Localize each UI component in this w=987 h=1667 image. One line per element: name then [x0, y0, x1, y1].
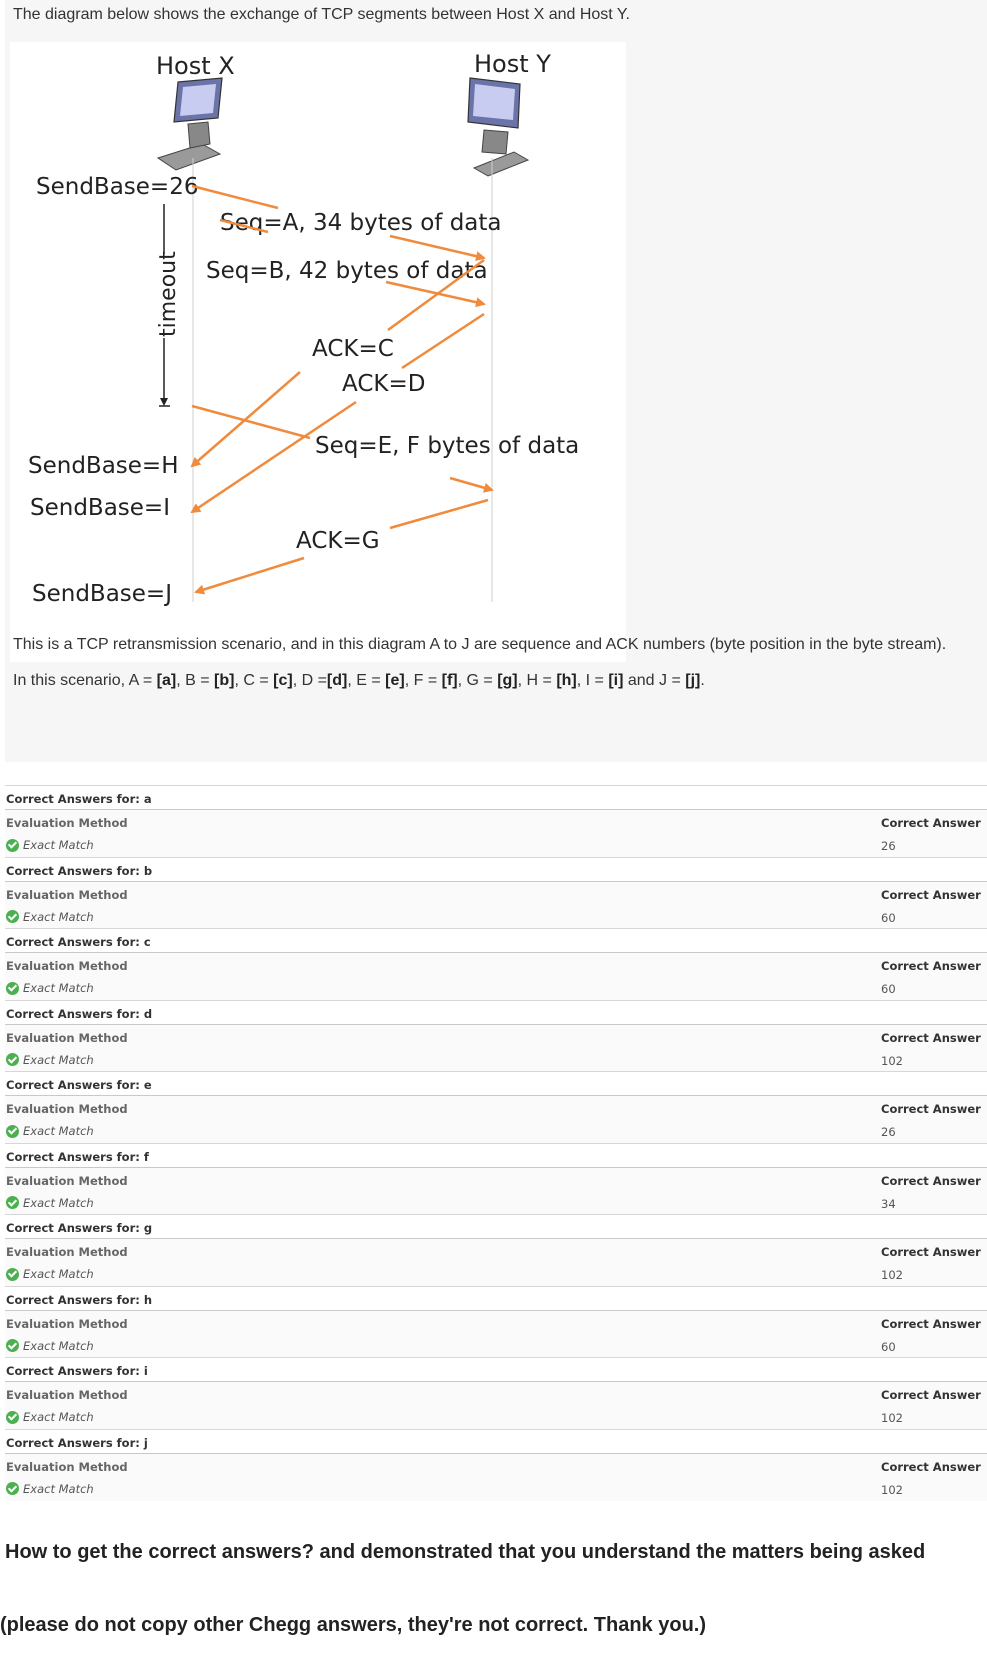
evaluation-method-header: Evaluation Method — [6, 816, 128, 830]
correct-answer-header: Correct Answer — [881, 1173, 981, 1188]
evaluation-method-header: Evaluation Method — [6, 887, 128, 902]
var-sep-e: , E = — [347, 672, 386, 689]
var-i: [i] — [608, 672, 624, 689]
sendbase-26-label: SendBase=26 — [36, 174, 199, 200]
ack-c-label: ACK=C — [312, 336, 394, 362]
evaluation-row — [5, 952, 987, 1000]
method-text: Exact Match — [23, 1267, 94, 1281]
host-y-label: Host Y — [474, 50, 551, 78]
evaluation-row — [5, 1310, 987, 1358]
method-text: Exact Match — [23, 1410, 94, 1424]
evaluation-method — [6, 981, 94, 995]
method-text: Exact Match — [23, 838, 94, 852]
scenario-description: This is a TCP retransmission scenario, and in this diagram A to J are sequence and ACK numbers (byte position in the byte stream). — [13, 636, 947, 653]
evaluation-row — [5, 1238, 987, 1286]
answer-block — [5, 928, 987, 1000]
ack-g-arrow-top — [390, 500, 488, 528]
var-sep-h: , H = — [517, 672, 557, 689]
var-sep-b: , B = — [176, 672, 214, 689]
var-sep-d: , D = — [292, 672, 327, 689]
host-x-computer-icon — [158, 78, 222, 170]
evaluation-method-header: Evaluation Method — [6, 1102, 128, 1116]
evaluation-row — [5, 1024, 987, 1072]
evaluation-method-header: Evaluation Method — [6, 1245, 128, 1259]
scenario-variables — [13, 672, 705, 690]
correct-answer-value: 34 — [881, 1196, 896, 1211]
ack-d-label: ACK=D — [342, 371, 426, 397]
ack-g-label: ACK=G — [296, 528, 380, 554]
check-circle-icon — [6, 1053, 19, 1066]
answer-for-label: Correct Answers for: i — [6, 1364, 148, 1378]
evaluation-row — [5, 881, 987, 929]
ack-d-arrow-top — [402, 314, 484, 368]
correct-answer-header: Correct Answer — [881, 1459, 981, 1474]
host-y-computer-icon — [468, 78, 528, 176]
answer-block — [5, 1071, 987, 1143]
question-intro: The diagram below shows the exchange of TCP segments between Host X and Host Y. — [13, 6, 630, 23]
question-panel — [5, 0, 987, 762]
check-circle-icon — [6, 1411, 19, 1424]
answer-block — [5, 1429, 987, 1501]
evaluation-method-header: Evaluation Method — [6, 959, 128, 973]
answer-for-label: Correct Answers for: j — [6, 1435, 148, 1450]
method-text: Exact Match — [23, 909, 94, 924]
var-sep-j: and J = — [623, 672, 686, 689]
evaluation-method — [6, 1410, 94, 1424]
var-g: [g] — [497, 672, 518, 689]
answer-block — [5, 1214, 987, 1286]
method-text: Exact Match — [23, 1481, 94, 1496]
var-sep-c: , C = — [234, 672, 274, 689]
answer-for-label: Correct Answers for: b — [6, 863, 153, 878]
var-f: [f] — [441, 672, 458, 689]
var-sep-i: , I = — [576, 672, 609, 689]
correct-answer-value: 26 — [881, 839, 896, 853]
correct-answer-header: Correct Answer — [881, 1102, 981, 1116]
correct-answer-value: 102 — [881, 1053, 903, 1068]
check-circle-icon — [6, 1125, 19, 1138]
evaluation-method — [6, 838, 94, 852]
evaluation-method — [6, 1482, 94, 1496]
answer-block — [5, 1000, 987, 1072]
followup-question: How to get the correct answers? and demonstrated that you understand the matters being asked — [5, 1541, 926, 1563]
check-circle-icon — [6, 910, 19, 923]
evaluation-method-header: Evaluation Method — [6, 1173, 128, 1188]
check-circle-icon — [6, 1482, 19, 1495]
method-text: Exact Match — [23, 1124, 94, 1138]
answer-block — [5, 857, 987, 929]
method-text: Exact Match — [23, 1338, 94, 1353]
correct-answer-header: Correct Answer — [881, 959, 981, 973]
var-prefix: In this scenario, A = — [13, 672, 157, 689]
answer-for-label: Correct Answers for: c — [6, 935, 151, 949]
evaluation-method-header: Evaluation Method — [6, 1388, 128, 1402]
correct-answer-value: 60 — [881, 982, 896, 996]
seq-a-label: Seq=A, 34 bytes of data — [220, 210, 502, 236]
seq-b-arrow-end — [386, 282, 484, 304]
evaluation-method — [6, 1124, 94, 1138]
var-j: [j] — [685, 672, 701, 689]
answer-block — [5, 1143, 987, 1215]
evaluation-row — [5, 1381, 987, 1429]
answer-for-label: Correct Answers for: g — [6, 1221, 153, 1235]
timeout-label: timeout — [156, 251, 181, 337]
seq-a-arrow-start — [192, 186, 278, 208]
var-sep-f: , F = — [404, 672, 442, 689]
answer-for-label: Correct Answers for: d — [6, 1006, 153, 1021]
correct-answers-list — [5, 785, 987, 1501]
answer-block — [5, 1286, 987, 1358]
evaluation-method — [6, 1267, 94, 1281]
seq-b-label: Seq=B, 42 bytes of data — [206, 258, 488, 284]
correct-answer-value: 60 — [881, 1339, 896, 1354]
var-d: [d] — [326, 672, 348, 689]
var-e: [e] — [385, 672, 405, 689]
method-text: Exact Match — [23, 1195, 94, 1210]
seq-a-arrow-end — [390, 236, 484, 258]
check-circle-icon — [6, 1339, 19, 1352]
check-circle-icon — [6, 839, 19, 852]
correct-answer-header: Correct Answer — [881, 1388, 981, 1402]
request-note: (please do not copy other Chegg answers, they're not correct. Thank you.) — [0, 1614, 706, 1636]
correct-answer-value: 102 — [881, 1482, 903, 1497]
seq-e-arrow-end — [450, 478, 492, 490]
seq-e-arrow-start — [192, 406, 310, 438]
sendbase-h-label: SendBase=H — [28, 453, 179, 479]
correct-answer-header: Correct Answer — [881, 1316, 981, 1331]
evaluation-method-header: Evaluation Method — [6, 1316, 128, 1331]
var-h: [h] — [556, 672, 577, 689]
correct-answer-header: Correct Answer — [881, 1030, 981, 1045]
var-suffix: . — [700, 672, 705, 689]
tcp-diagram — [10, 42, 626, 662]
answer-block — [5, 785, 987, 857]
correct-answer-value: 102 — [881, 1411, 903, 1425]
sendbase-i-label: SendBase=I — [30, 495, 170, 521]
method-text: Exact Match — [23, 1052, 94, 1067]
var-sep-g: , G = — [457, 672, 498, 689]
answer-for-label: Correct Answers for: h — [6, 1292, 153, 1307]
check-circle-icon — [6, 1196, 19, 1209]
sendbase-j-label: SendBase=J — [32, 581, 172, 607]
evaluation-method-header: Evaluation Method — [6, 1459, 128, 1474]
answer-for-label: Correct Answers for: a — [6, 792, 152, 806]
check-circle-icon — [6, 1268, 19, 1281]
correct-answer-value: 60 — [881, 910, 896, 925]
evaluation-row — [5, 1453, 987, 1501]
answer-for-label: Correct Answers for: e — [6, 1078, 152, 1092]
evaluation-method — [6, 1053, 94, 1067]
ack-g-arrow-bottom — [196, 558, 304, 592]
var-a: [a] — [156, 672, 177, 689]
evaluation-method-header: Evaluation Method — [6, 1030, 128, 1045]
evaluation-row — [5, 809, 987, 857]
var-b: [b] — [214, 672, 235, 689]
host-x-label: Host X — [156, 52, 235, 80]
correct-answer-value: 26 — [881, 1125, 896, 1139]
evaluation-method — [6, 1196, 94, 1210]
correct-answer-value: 102 — [881, 1268, 903, 1282]
answer-for-label: Correct Answers for: f — [6, 1149, 149, 1164]
tcp-diagram-svg — [10, 42, 626, 662]
answer-block — [5, 1357, 987, 1429]
correct-answer-header: Correct Answer — [881, 1245, 981, 1259]
evaluation-method — [6, 910, 94, 924]
evaluation-row — [5, 1095, 987, 1143]
var-c: [c] — [273, 672, 293, 689]
correct-answer-header: Correct Answer — [881, 816, 981, 830]
check-circle-icon — [6, 982, 19, 995]
evaluation-row — [5, 1167, 987, 1215]
correct-answer-header: Correct Answer — [881, 887, 981, 902]
seq-e-label: Seq=E, F bytes of data — [315, 433, 580, 459]
method-text: Exact Match — [23, 981, 94, 995]
evaluation-method — [6, 1339, 94, 1353]
